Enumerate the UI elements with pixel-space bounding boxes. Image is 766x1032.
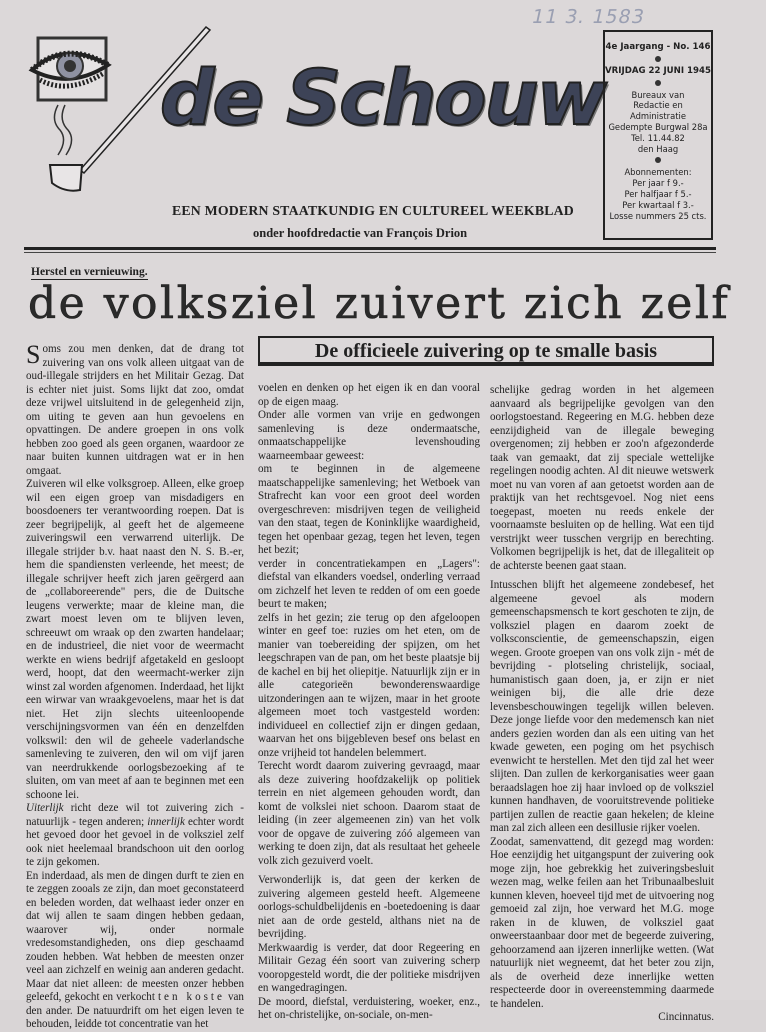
- header-rule-thin: [24, 252, 716, 253]
- paragraph: De moord, diefstal, verduistering, woeker, enz., het on-christelijke, on-sociale, on-men-: [258, 995, 480, 1021]
- paragraph: Uiterlijk richt deze wil tot zuivering zich - natuurlijk - tegen anderen; innerlijk echter wordt het gevoed door het gevoel in de volksziel zelf ook niet heelemaal brandschoon uit den oorlog te zijn gekomen.: [26, 802, 244, 868]
- office-line: Tel. 11.44.82: [631, 132, 685, 143]
- paragraph: Zuiveren wil elke volksgroep. Alleen, elke groep wil een eigen groep van misdadigers en boosdoeners ter verantwoording roepen. Dat is zeer begrijpelijk, al geeft het de algemeene zuiveringswil een verwarrend uiterlijk. De illegale strijder b.v. haat naast den N. S. B.-er, hem die spandiensten verleende, het meest; de illegale schrijver heeft zich jaren geërgerd aan de „collaboreerende" pers, die de Duitsche leugens verwerkte; maar de kleine man, die zwart moest leven om te blijven leven, schreeuwt om wraak op den zwarten handelaar; en de industrieel, die niet voor de weermacht werkte en wiens bedrijf afgetakeld en gesloopt werd, hoopt, dat den weermacht-werker zijn winst zal worden afgenomen. Inderdaad, het lijkt een wirwar van wraakgevoelens, maar het is dat niet. Het zijn slechts uiteenloopende verschijningsvormen van één en denzelfden volkswil: den wil de geheele vaderlandsche samenleving te zuiveren, den wil om vijf jaren van neerdrukkende oorlogsbezoeking af te sluiten, om van meet af aan te beginnen met een schoone lei.: [26, 478, 244, 801]
- article-column-2: [258, 382, 480, 1023]
- subscription-line: Abonnementen:: [624, 167, 692, 178]
- paragraph: om te beginnen in de algemeene maatschappelijke samenleving; het Wetboek van Strafrecht kan voor een groot deel worden overgeschreven: misdrijven tegen de veiligheid van den staat, tegen de Koninklijke waardigheid, tegen het openbaar gezag, tegen het leven, tegen het bezit;: [258, 463, 480, 556]
- office-line: Gedempte Burgwal 28a: [608, 121, 708, 132]
- article-column-3: [490, 384, 714, 1025]
- article-column-1: [26, 340, 244, 1032]
- paragraph: zelfs in het gezin; zie terug op den afgeloopen winter en geef toe: ruzies om het eten, om de manier van toebereiding der spijzen, om het leegschrapen van de pan, om het beste plaatsje bij de kachel en bij het oliepitje. Natuurlijk zijn er in alle categorieën bewonderenswaardige uitzonderingen aan te wijzen, maar in het groote algemeen moet toch vastgesteld worden: individueel en collectief zijn er dingen gedaan, waarvan het ons bijgebleven besef ons belast en onze vrijheid tot handelen belemmert.: [258, 611, 480, 759]
- office-line: Bureaux van: [631, 89, 685, 100]
- paragraph: En inderdaad, als men de dingen durft te zien en te zeggen zooals ze zijn, dan moet geconstateerd en beleden worden, dat welhaast ieder onzer en dat wij allen te saam dingen hebben gedaan, waarover wij, onder normale vredesomstandigheden, ons diep geschaamd zouden hebben. Wat hebben de meesten onzer veel aan zichzelf en weinig aan anderen gedacht. Maar dat niet alleen: de meesten onzer hebben geleefd, gekocht en verkocht ten koste van den ander. De natuurdrift om het eigen leven te behouden, leidde tot concentratie van het: [26, 869, 244, 1030]
- drop-cap: S: [26, 340, 41, 369]
- paragraph: Merkwaardig is verder, dat door Regeering en Militair Gezag één soort van zuivering scherp vooropgesteld wordt, die der politieke misdrijven en wangedragingen.: [258, 941, 480, 994]
- paragraph: Onder alle vormen van vrije en gedwongen samenleving is deze ondermaatsche, onmaatschappelijke levenshouding waarneembaar geweest:: [258, 409, 480, 462]
- paragraph: Verwonderlijk is, dat geen der kerken de zuivering algemeen gesteld heeft. Algemeene oorlogs-schuldbelijdenis en -boetedoening is daar niet aan de orde gesteld, althans niet na de bevrijding.: [258, 874, 480, 940]
- subscription-line: Per kwartaal f 3.-: [622, 199, 694, 210]
- paragraph: Terecht wordt daarom zuivering gevraagd, maar als deze zuivering hoofdzakelijk op politiek terrein en niet algemeen gehouden wordt, dan komt de volkslei niet schoon. Daarom staat de leiding (in zeer algemeenen zin) van het volk voor de opgave de zuivering zóó algemeen van werking te doen zijn, dat als resultaat het geheele volk zich gezuiverd voelt.: [258, 760, 480, 867]
- masthead-title: de Schouw: [160, 53, 605, 142]
- header-rule: [24, 247, 716, 250]
- office-line: Redactie en Administratie: [629, 100, 686, 122]
- article-headline: de volksziel zuivert zich zelf: [28, 278, 731, 329]
- paragraph: Intusschen blijft het algemeene zondebesef, het algemeene gevoel als modern gemeenschapsmensch te kort geschoten te zijn, de volksziel plagen en daarom zoekt de volksconscientie, de gemeenschapszin, eigen wegen. Groote groepen van ons volk zijn - mét de bevrijding - plotseling christelijk, sociaal, humanistisch gaan doen, ja, er zijn er niet weinigen bij, die alle drie deze levensbeschouwingen tegelijk willen beleven. Deze jonge liefde voor den medemensch kan niet anders gezien worden dan als een uiting van het kwade geweten, een poging om het psychisch evenwicht te herstellen. Met den tijd zal het weer slijten. Dan zullen de kerkorganisaties weer gaan beraadslagen hoe zij haar invloed op de volksziel kunnen handhaven, de vooruitstrevende politieke partijen zullen de reactie gaan hekelen; de kleine man zal zich alleen een desillusie rijker voelen.: [490, 579, 714, 834]
- subscription-line: Per jaar f 9.-: [632, 178, 684, 189]
- paragraph: Soms zou men denken, dat de drang tot zuivering van ons volk alleen uitgaat van de oud-illegale strijders en het Militair Gezag. Dat is echter niet juist. Soms lijkt dat zoo, omdat deze vrijwel uitsluitend in de gelegenheid zijn, om uiting te geven aan hun gevoelens en opvattingen. De andere groepen in ons volk hebben zoo goed als geen organen, waardoor ze naar buiten kunnen uitdragen wat er in hen omgaat.: [26, 340, 244, 477]
- issue-info-box: [603, 30, 713, 240]
- subscription-line: Per halfjaar f 5.-: [624, 188, 692, 199]
- paragraph: Zoodat, samenvattend, dit gezegd mag worden: Hoe eenzijdig het uitgangspunt der zuivering ook moge zijn, hoe gebrekkig het zuiveringsbesluit wezen mag, welke feilen aan het Tribunaalbesluit kunnen kleven, hoeveel tijd met de uitvoering nog gemoeid zal zijn, hoe verward het M.G. moge raken in de kluwen, de volksziel gaat onweerstaanbaar door met de begeerde zuivering, gehoorzamend aan ijzeren innerlijke wetten. (Wat natuurlijk niet wegneemt, dat het beter zou zijn, als de overheid deze innerlijke wetten respecteerde door in overeenstemming daarmede te handelen.: [490, 835, 714, 1010]
- issue-date: VRIJDAG 22 JUNI 1945: [605, 65, 711, 76]
- paragraph: voelen en denken op het eigen ik en dan vooral op de eigen maag.: [258, 382, 480, 408]
- editor-line: onder hoofdredactie van François Drion: [253, 226, 468, 240]
- paragraph: schelijke gedrag worden in het algemeen aanvaard als begrijpelijke gevolgen van den oorlogstoestand. Regeering en M.G. hebben deze eenzijdigheid van de illegale beweging overgenomen; zij hebben er zoo'n afgezonderde taak van gemaakt, dat zij speciale wettelijke regelingen noodig achten. Al dit nieuwe wetswerk moet nu van voren af aan getoetst worden aan de praktijk van het rechtsgevoel. Nog niet eens toegepast, moeten nu reeds enkele der voornaamste besluiten op de helling. Wat een tijd verstrijkt weer tusschen vergrijp en berechting. Volkomen begrijpelijk is het, dat de illegaliteit op de achterste beenen gaat staan.: [490, 384, 714, 572]
- subscription-line: Losse nummers 25 cts.: [609, 210, 707, 221]
- masthead-logo: [160, 53, 605, 142]
- article-kicker: Herstel en vernieuwing.: [31, 266, 148, 278]
- paragraph: verder in concentratiekampen en „Lagers": diefstal van elkanders voedsel, onderling verraad om zichzelf het leven te redden of om een goede beurt te maken;: [258, 557, 480, 610]
- bullet-icon: [655, 80, 661, 86]
- article-subheadline: De officieele zuivering op te smalle basis: [258, 336, 714, 366]
- archive-mark: 11 3. 1583: [529, 6, 648, 28]
- bullet-icon: [655, 157, 661, 163]
- article-signature: Cincinnatus.: [658, 1011, 714, 1023]
- bullet-icon: [655, 56, 661, 62]
- volume-number: 4e Jaargang - No. 146: [605, 42, 711, 52]
- tagline: EEN MODERN STAATKUNDIG EN CULTUREEL WEEKBLAD: [172, 203, 574, 218]
- office-line: den Haag: [637, 143, 679, 154]
